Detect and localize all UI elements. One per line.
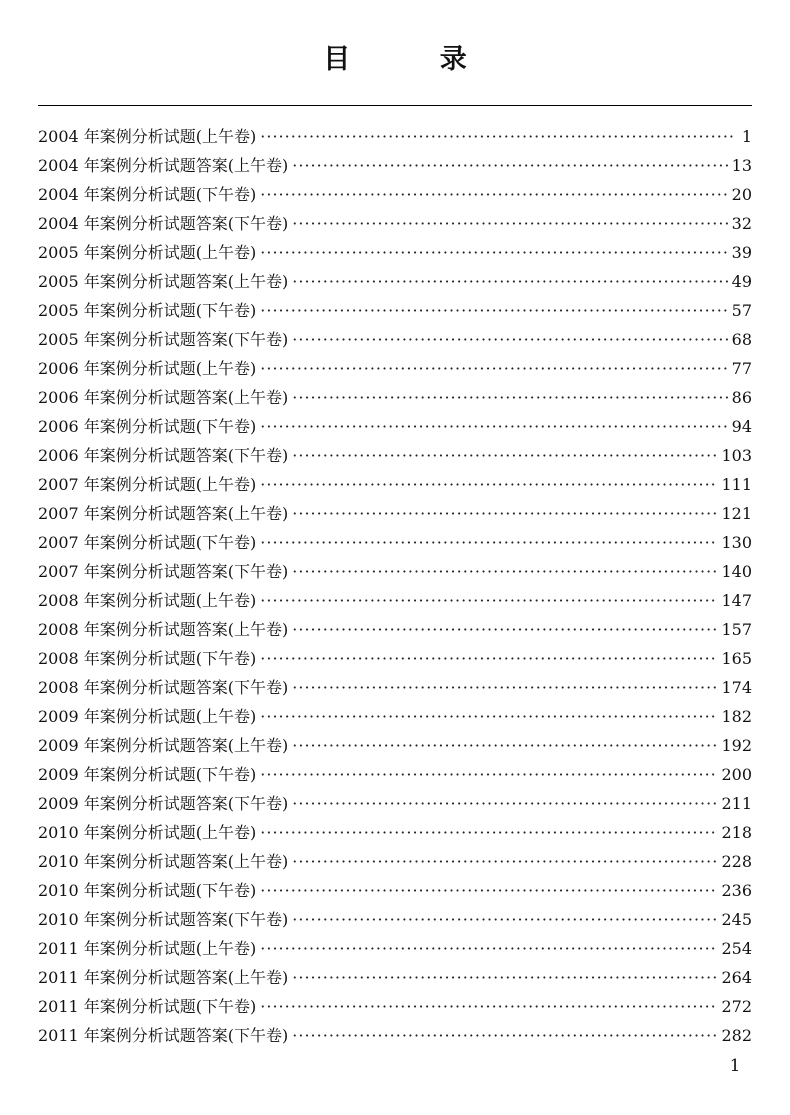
toc-entry-title: 2004 年案例分析试题答案(上午卷) bbox=[38, 156, 289, 175]
dot-leader bbox=[292, 151, 727, 180]
toc-entry-page: 272 bbox=[721, 997, 752, 1016]
dot-leader bbox=[260, 876, 717, 905]
toc-entry-page: 13 bbox=[731, 156, 752, 175]
toc-entry-page: 157 bbox=[721, 620, 752, 639]
toc-entry-page: 236 bbox=[721, 881, 752, 900]
toc-entry[interactable] bbox=[38, 847, 752, 876]
toc-entry-title: 2004 年案例分析试题(下午卷) bbox=[38, 185, 257, 204]
toc-entry-page: 218 bbox=[721, 823, 752, 842]
toc-entry[interactable] bbox=[38, 702, 752, 731]
toc-entry-title: 2009 年案例分析试题(上午卷) bbox=[38, 707, 257, 726]
dot-leader bbox=[292, 441, 717, 470]
dot-leader bbox=[292, 731, 717, 760]
dot-leader bbox=[292, 325, 727, 354]
dot-leader bbox=[260, 702, 717, 731]
toc-entry-title: 2009 年案例分析试题答案(下午卷) bbox=[38, 794, 289, 813]
toc-entry-page: 282 bbox=[721, 1026, 752, 1045]
toc-entry[interactable] bbox=[38, 818, 752, 847]
toc-entry-page: 192 bbox=[721, 736, 752, 755]
toc-entry-title: 2007 年案例分析试题答案(下午卷) bbox=[38, 562, 289, 581]
toc-entry-title: 2011 年案例分析试题(下午卷) bbox=[38, 997, 257, 1016]
toc-entry-page: 103 bbox=[721, 446, 752, 465]
toc-entry-page: 94 bbox=[731, 417, 752, 436]
dot-leader bbox=[292, 789, 717, 818]
toc-entry-title: 2011 年案例分析试题答案(上午卷) bbox=[38, 968, 289, 987]
dot-leader bbox=[260, 528, 717, 557]
dot-leader bbox=[260, 818, 717, 847]
toc-entry[interactable] bbox=[38, 238, 752, 267]
toc-entry[interactable] bbox=[38, 760, 752, 789]
dot-leader bbox=[292, 905, 717, 934]
toc-entry-page: 32 bbox=[731, 214, 752, 233]
toc-entry[interactable] bbox=[38, 934, 752, 963]
toc-entry-title: 2008 年案例分析试题(上午卷) bbox=[38, 591, 257, 610]
toc-entry[interactable] bbox=[38, 528, 752, 557]
toc-entry-title: 2010 年案例分析试题(上午卷) bbox=[38, 823, 257, 842]
toc-entry-title: 2010 年案例分析试题答案(上午卷) bbox=[38, 852, 289, 871]
toc-entry-title: 2004 年案例分析试题答案(下午卷) bbox=[38, 214, 289, 233]
toc-entry-title: 2005 年案例分析试题答案(上午卷) bbox=[38, 272, 289, 291]
toc-entry[interactable] bbox=[38, 267, 752, 296]
dot-leader bbox=[292, 383, 727, 412]
toc-entry-title: 2007 年案例分析试题(下午卷) bbox=[38, 533, 257, 552]
toc-entry[interactable] bbox=[38, 354, 752, 383]
toc-entry[interactable] bbox=[38, 557, 752, 586]
toc-entry-page: 245 bbox=[721, 910, 752, 929]
toc-entry-title: 2008 年案例分析试题答案(下午卷) bbox=[38, 678, 289, 697]
toc-entry-title: 2007 年案例分析试题(上午卷) bbox=[38, 475, 257, 494]
dot-leader bbox=[260, 760, 717, 789]
dot-leader bbox=[292, 557, 717, 586]
dot-leader bbox=[260, 122, 734, 151]
toc-entry[interactable] bbox=[38, 731, 752, 760]
dot-leader bbox=[260, 296, 727, 325]
dot-leader bbox=[292, 963, 717, 992]
toc-entry-page: 182 bbox=[721, 707, 752, 726]
page-number: 1 bbox=[729, 1056, 741, 1076]
toc-entry-page: 121 bbox=[721, 504, 752, 523]
toc-entry-page: 165 bbox=[721, 649, 752, 668]
dot-leader bbox=[292, 1021, 717, 1050]
toc-entry-title: 2010 年案例分析试题(下午卷) bbox=[38, 881, 257, 900]
toc-entry-page: 200 bbox=[721, 765, 752, 784]
dot-leader bbox=[292, 847, 717, 876]
toc-entry-title: 2008 年案例分析试题(下午卷) bbox=[38, 649, 257, 668]
toc-entry-title: 2006 年案例分析试题答案(上午卷) bbox=[38, 388, 289, 407]
toc-entry-title: 2004 年案例分析试题(上午卷) bbox=[38, 127, 257, 146]
toc-entry-title: 2005 年案例分析试题(下午卷) bbox=[38, 301, 257, 320]
toc-entry[interactable] bbox=[38, 209, 752, 238]
toc-entry-page: 49 bbox=[731, 272, 752, 291]
dot-leader bbox=[260, 644, 717, 673]
table-of-contents bbox=[38, 122, 752, 1050]
page-title: 目 录 bbox=[323, 44, 507, 75]
toc-entry[interactable] bbox=[38, 963, 752, 992]
dot-leader bbox=[260, 238, 727, 267]
dot-leader bbox=[292, 267, 727, 296]
toc-entry-page: 86 bbox=[731, 388, 752, 407]
toc-entry-title: 2010 年案例分析试题答案(下午卷) bbox=[38, 910, 289, 929]
toc-entry[interactable] bbox=[38, 412, 752, 441]
toc-entry[interactable] bbox=[38, 151, 752, 180]
toc-entry[interactable] bbox=[38, 296, 752, 325]
toc-entry-title: 2008 年案例分析试题答案(上午卷) bbox=[38, 620, 289, 639]
toc-entry[interactable] bbox=[38, 499, 752, 528]
toc-entry-page: 228 bbox=[721, 852, 752, 871]
dot-leader bbox=[260, 412, 727, 441]
dot-leader bbox=[260, 470, 717, 499]
toc-entry-page: 77 bbox=[731, 359, 752, 378]
toc-entry-page: 140 bbox=[721, 562, 752, 581]
dot-leader bbox=[260, 354, 727, 383]
dot-leader bbox=[292, 615, 717, 644]
toc-entry-page: 57 bbox=[731, 301, 752, 320]
dot-leader bbox=[292, 499, 717, 528]
toc-entry[interactable] bbox=[38, 325, 752, 354]
toc-entry-page: 174 bbox=[721, 678, 752, 697]
toc-entry[interactable] bbox=[38, 122, 752, 151]
toc-entry-page: 264 bbox=[721, 968, 752, 987]
toc-entry-title: 2006 年案例分析试题(下午卷) bbox=[38, 417, 257, 436]
dot-leader bbox=[292, 209, 727, 238]
toc-entry-title: 2011 年案例分析试题(上午卷) bbox=[38, 939, 257, 958]
dot-leader bbox=[292, 673, 717, 702]
toc-entry[interactable] bbox=[38, 789, 752, 818]
toc-entry-title: 2009 年案例分析试题答案(上午卷) bbox=[38, 736, 289, 755]
toc-entry-title: 2011 年案例分析试题答案(下午卷) bbox=[38, 1026, 289, 1045]
toc-entry-page: 111 bbox=[721, 475, 752, 494]
toc-entry-title: 2005 年案例分析试题(上午卷) bbox=[38, 243, 257, 262]
dot-leader bbox=[260, 586, 717, 615]
toc-entry-page: 20 bbox=[731, 185, 752, 204]
toc-entry[interactable] bbox=[38, 470, 752, 499]
toc-entry[interactable] bbox=[38, 673, 752, 702]
toc-entry-page: 130 bbox=[721, 533, 752, 552]
toc-entry-page: 254 bbox=[721, 939, 752, 958]
toc-entry[interactable] bbox=[38, 905, 752, 934]
toc-entry[interactable] bbox=[38, 644, 752, 673]
toc-entry-title: 2007 年案例分析试题答案(上午卷) bbox=[38, 504, 289, 523]
toc-entry-title: 2009 年案例分析试题(下午卷) bbox=[38, 765, 257, 784]
dot-leader bbox=[260, 934, 717, 963]
title-divider bbox=[38, 105, 752, 106]
toc-entry[interactable] bbox=[38, 383, 752, 412]
toc-entry[interactable] bbox=[38, 180, 752, 209]
toc-entry[interactable] bbox=[38, 586, 752, 615]
dot-leader bbox=[260, 992, 717, 1021]
toc-entry-page: 39 bbox=[731, 243, 752, 262]
toc-entry-page: 147 bbox=[721, 591, 752, 610]
toc-entry[interactable] bbox=[38, 615, 752, 644]
toc-entry-page: 1 bbox=[741, 127, 752, 146]
toc-entry-title: 2006 年案例分析试题答案(下午卷) bbox=[38, 446, 289, 465]
toc-entry-page: 68 bbox=[731, 330, 752, 349]
toc-entry[interactable] bbox=[38, 1021, 752, 1050]
toc-entry-title: 2006 年案例分析试题(上午卷) bbox=[38, 359, 257, 378]
toc-entry[interactable] bbox=[38, 992, 752, 1021]
toc-entry[interactable] bbox=[38, 876, 752, 905]
toc-entry-page: 211 bbox=[721, 794, 752, 813]
toc-entry-title: 2005 年案例分析试题答案(下午卷) bbox=[38, 330, 289, 349]
dot-leader bbox=[260, 180, 727, 209]
toc-entry[interactable] bbox=[38, 441, 752, 470]
